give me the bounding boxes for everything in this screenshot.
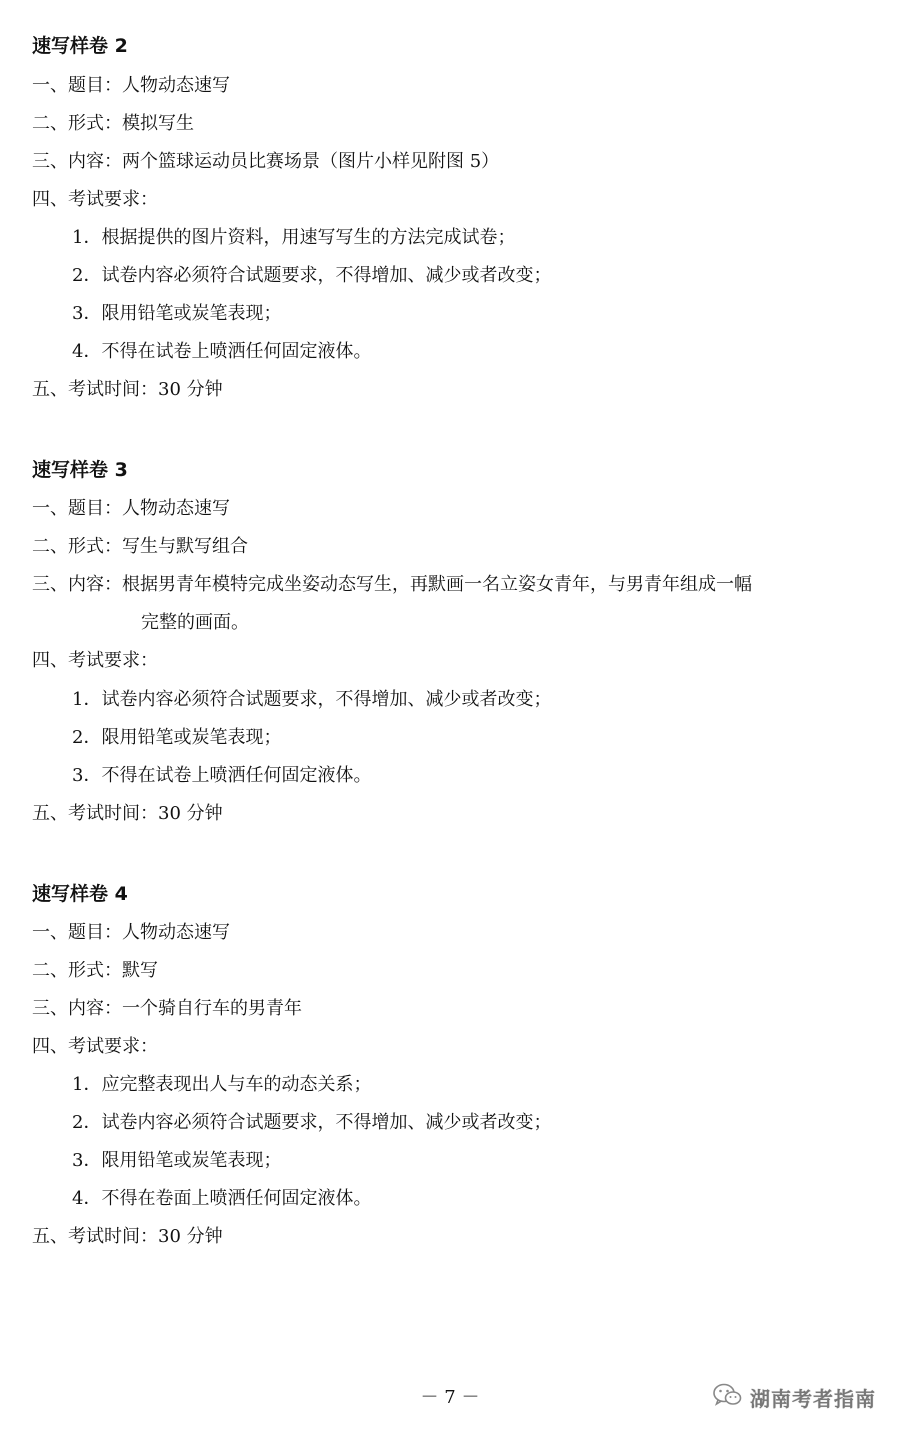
sample2-requirement: 1．根据提供的图片资料，用速写写生的方法完成试卷；: [72, 227, 516, 248]
sample3-content: 三、内容：根据男青年模特完成坐姿动态写生，再默画一名立姿女青年，与男青年组成一幅: [32, 574, 752, 595]
sample4-content: 三、内容：一个骑自行车的男青年: [32, 998, 302, 1019]
sample3-topic: 一、题目：人物动态速写: [32, 498, 230, 519]
page-number: － 7 －: [420, 1387, 480, 1408]
sample2-requirement: 3．限用铅笔或炭笔表现；: [72, 303, 282, 324]
sample4-topic: 一、题目：人物动态速写: [32, 922, 230, 943]
sample3-requirement: 2．限用铅笔或炭笔表现；: [72, 727, 282, 748]
sample4-requirement: 1．应完整表现出人与车的动态关系；: [72, 1074, 372, 1095]
sample4-title: 速写样卷 4: [32, 883, 128, 905]
sample2-requirements-heading: 四、考试要求：: [32, 189, 158, 210]
sample2-requirement: 2．试卷内容必须符合试题要求，不得增加、减少或者改变；: [72, 265, 552, 286]
sample3-requirements-heading: 四、考试要求：: [32, 650, 158, 671]
sample2-form: 二、形式：模拟写生: [32, 113, 194, 134]
wechat-icon: [712, 1382, 742, 1412]
watermark-text: 湖南考者指南: [750, 1386, 876, 1411]
sample2-topic: 一、题目：人物动态速写: [32, 75, 230, 96]
sample2-content: 三、内容：两个篮球运动员比赛场景（图片小样见附图 5）: [32, 151, 500, 172]
sample3-content-continuation: 完整的画面。: [141, 612, 249, 633]
sample4-requirements-heading: 四、考试要求：: [32, 1036, 158, 1057]
sample4-form: 二、形式：默写: [32, 960, 158, 981]
sample4-time: 五、考试时间：30 分钟: [32, 1226, 223, 1247]
sample3-requirement: 3．不得在试卷上喷洒任何固定液体。: [72, 765, 372, 786]
sample2-requirement: 4．不得在试卷上喷洒任何固定液体。: [72, 341, 372, 362]
sample3-time: 五、考试时间：30 分钟: [32, 803, 223, 824]
sample3-requirement: 1．试卷内容必须符合试题要求，不得增加、减少或者改变；: [72, 689, 552, 710]
sample2-time: 五、考试时间：30 分钟: [32, 379, 223, 400]
sample4-requirement: 4．不得在卷面上喷洒任何固定液体。: [72, 1188, 372, 1209]
sample4-requirement: 3．限用铅笔或炭笔表现；: [72, 1150, 282, 1171]
watermark: [712, 1382, 876, 1412]
sample2-title: 速写样卷 2: [32, 35, 128, 57]
sample4-requirement: 2．试卷内容必须符合试题要求，不得增加、减少或者改变；: [72, 1112, 552, 1133]
sample3-form: 二、形式：写生与默写组合: [32, 536, 248, 557]
sample3-title: 速写样卷 3: [32, 459, 128, 481]
